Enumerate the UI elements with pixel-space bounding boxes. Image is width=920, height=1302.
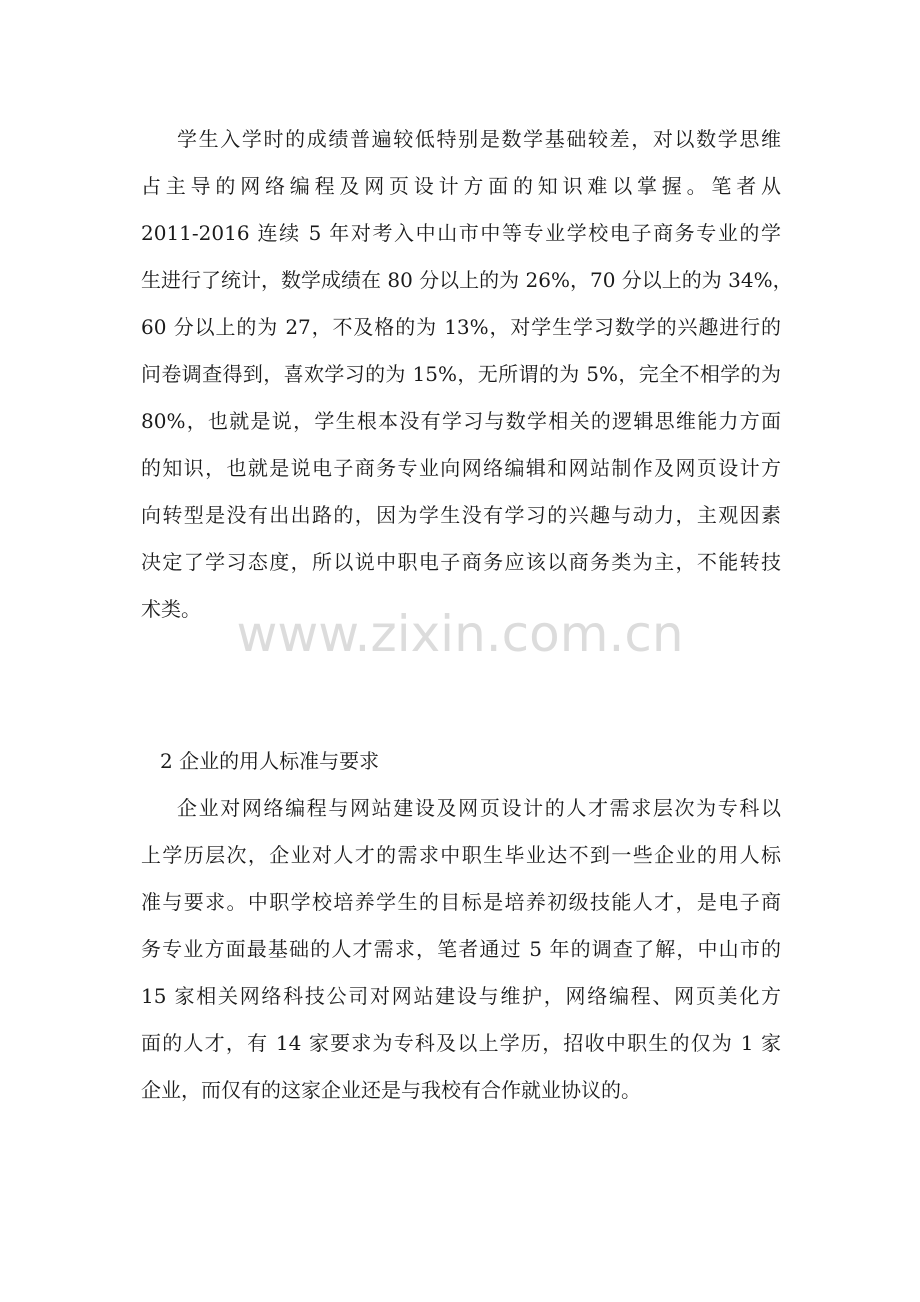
section-heading: 2 企业的用人标准与要求 [160, 749, 380, 773]
paragraph-1-line: 2011-2016 连续 5 年对考入中山市中等专业学校电子商务专业的学 [141, 221, 781, 245]
paragraph-1-line: 向转型是没有出出路的，因为学生没有学习的兴趣与动力，主观因素 [141, 503, 781, 527]
paragraph-1-line: 术类。 [141, 597, 201, 621]
paragraph-2-line: 15 家相关网络科技公司对网站建设与维护，网络编程、网页美化方 [141, 984, 781, 1008]
paragraph-2-line: 企业，而仅有的这家企业还是与我校有合作就业协议的。 [141, 1078, 641, 1102]
paragraph-2-line: 面的人才，有 14 家要求为专科及以上学历，招收中职生的仅为 1 家 [141, 1031, 781, 1055]
paragraph-1-line: 80%，也就是说，学生根本没有学习与数学相关的逻辑思维能力方面 [141, 409, 781, 433]
paragraph-1-line: 的知识，也就是说电子商务专业向网络编辑和网站制作及网页设计方 [141, 456, 781, 480]
paragraph-2-line: 务专业方面最基础的人才需求，笔者通过 5 年的调查了解，中山市的 [141, 937, 781, 961]
paragraph-1-line: 问卷调查得到，喜欢学习的为 15%，无所谓的为 5%，完全不相学的为 [141, 362, 781, 386]
paragraph-2-line: 上学历层次，企业对人才的需求中职生毕业达不到一些企业的用人标 [141, 843, 781, 867]
paragraph-2-line: 准与要求。中职学校培养学生的目标是培养初级技能人才，是电子商 [141, 890, 781, 914]
watermark: www.zixin.com.cn [236, 605, 684, 663]
paragraph-1-line: 60 分以上的为 27，不及格的为 13%，对学生学习数学的兴趣进行的 [141, 315, 781, 339]
paragraph-1-line: 决定了学习态度，所以说中职电子商务应该以商务类为主，不能转技 [141, 550, 781, 574]
paragraph-2-line: 企业对网络编程与网站建设及网页设计的人才需求层次为专科以 [177, 796, 781, 820]
paragraph-1-line: 占主导的网络编程及网页设计方面的知识难以掌握。笔者从 [141, 174, 781, 198]
paragraph-1-line: 学生入学时的成绩普遍较低特别是数学基础较差，对以数学思维 [177, 127, 781, 151]
paragraph-1-line: 生进行了统计，数学成绩在 80 分以上的为 26%，70 分以上的为 34%， [141, 268, 793, 292]
